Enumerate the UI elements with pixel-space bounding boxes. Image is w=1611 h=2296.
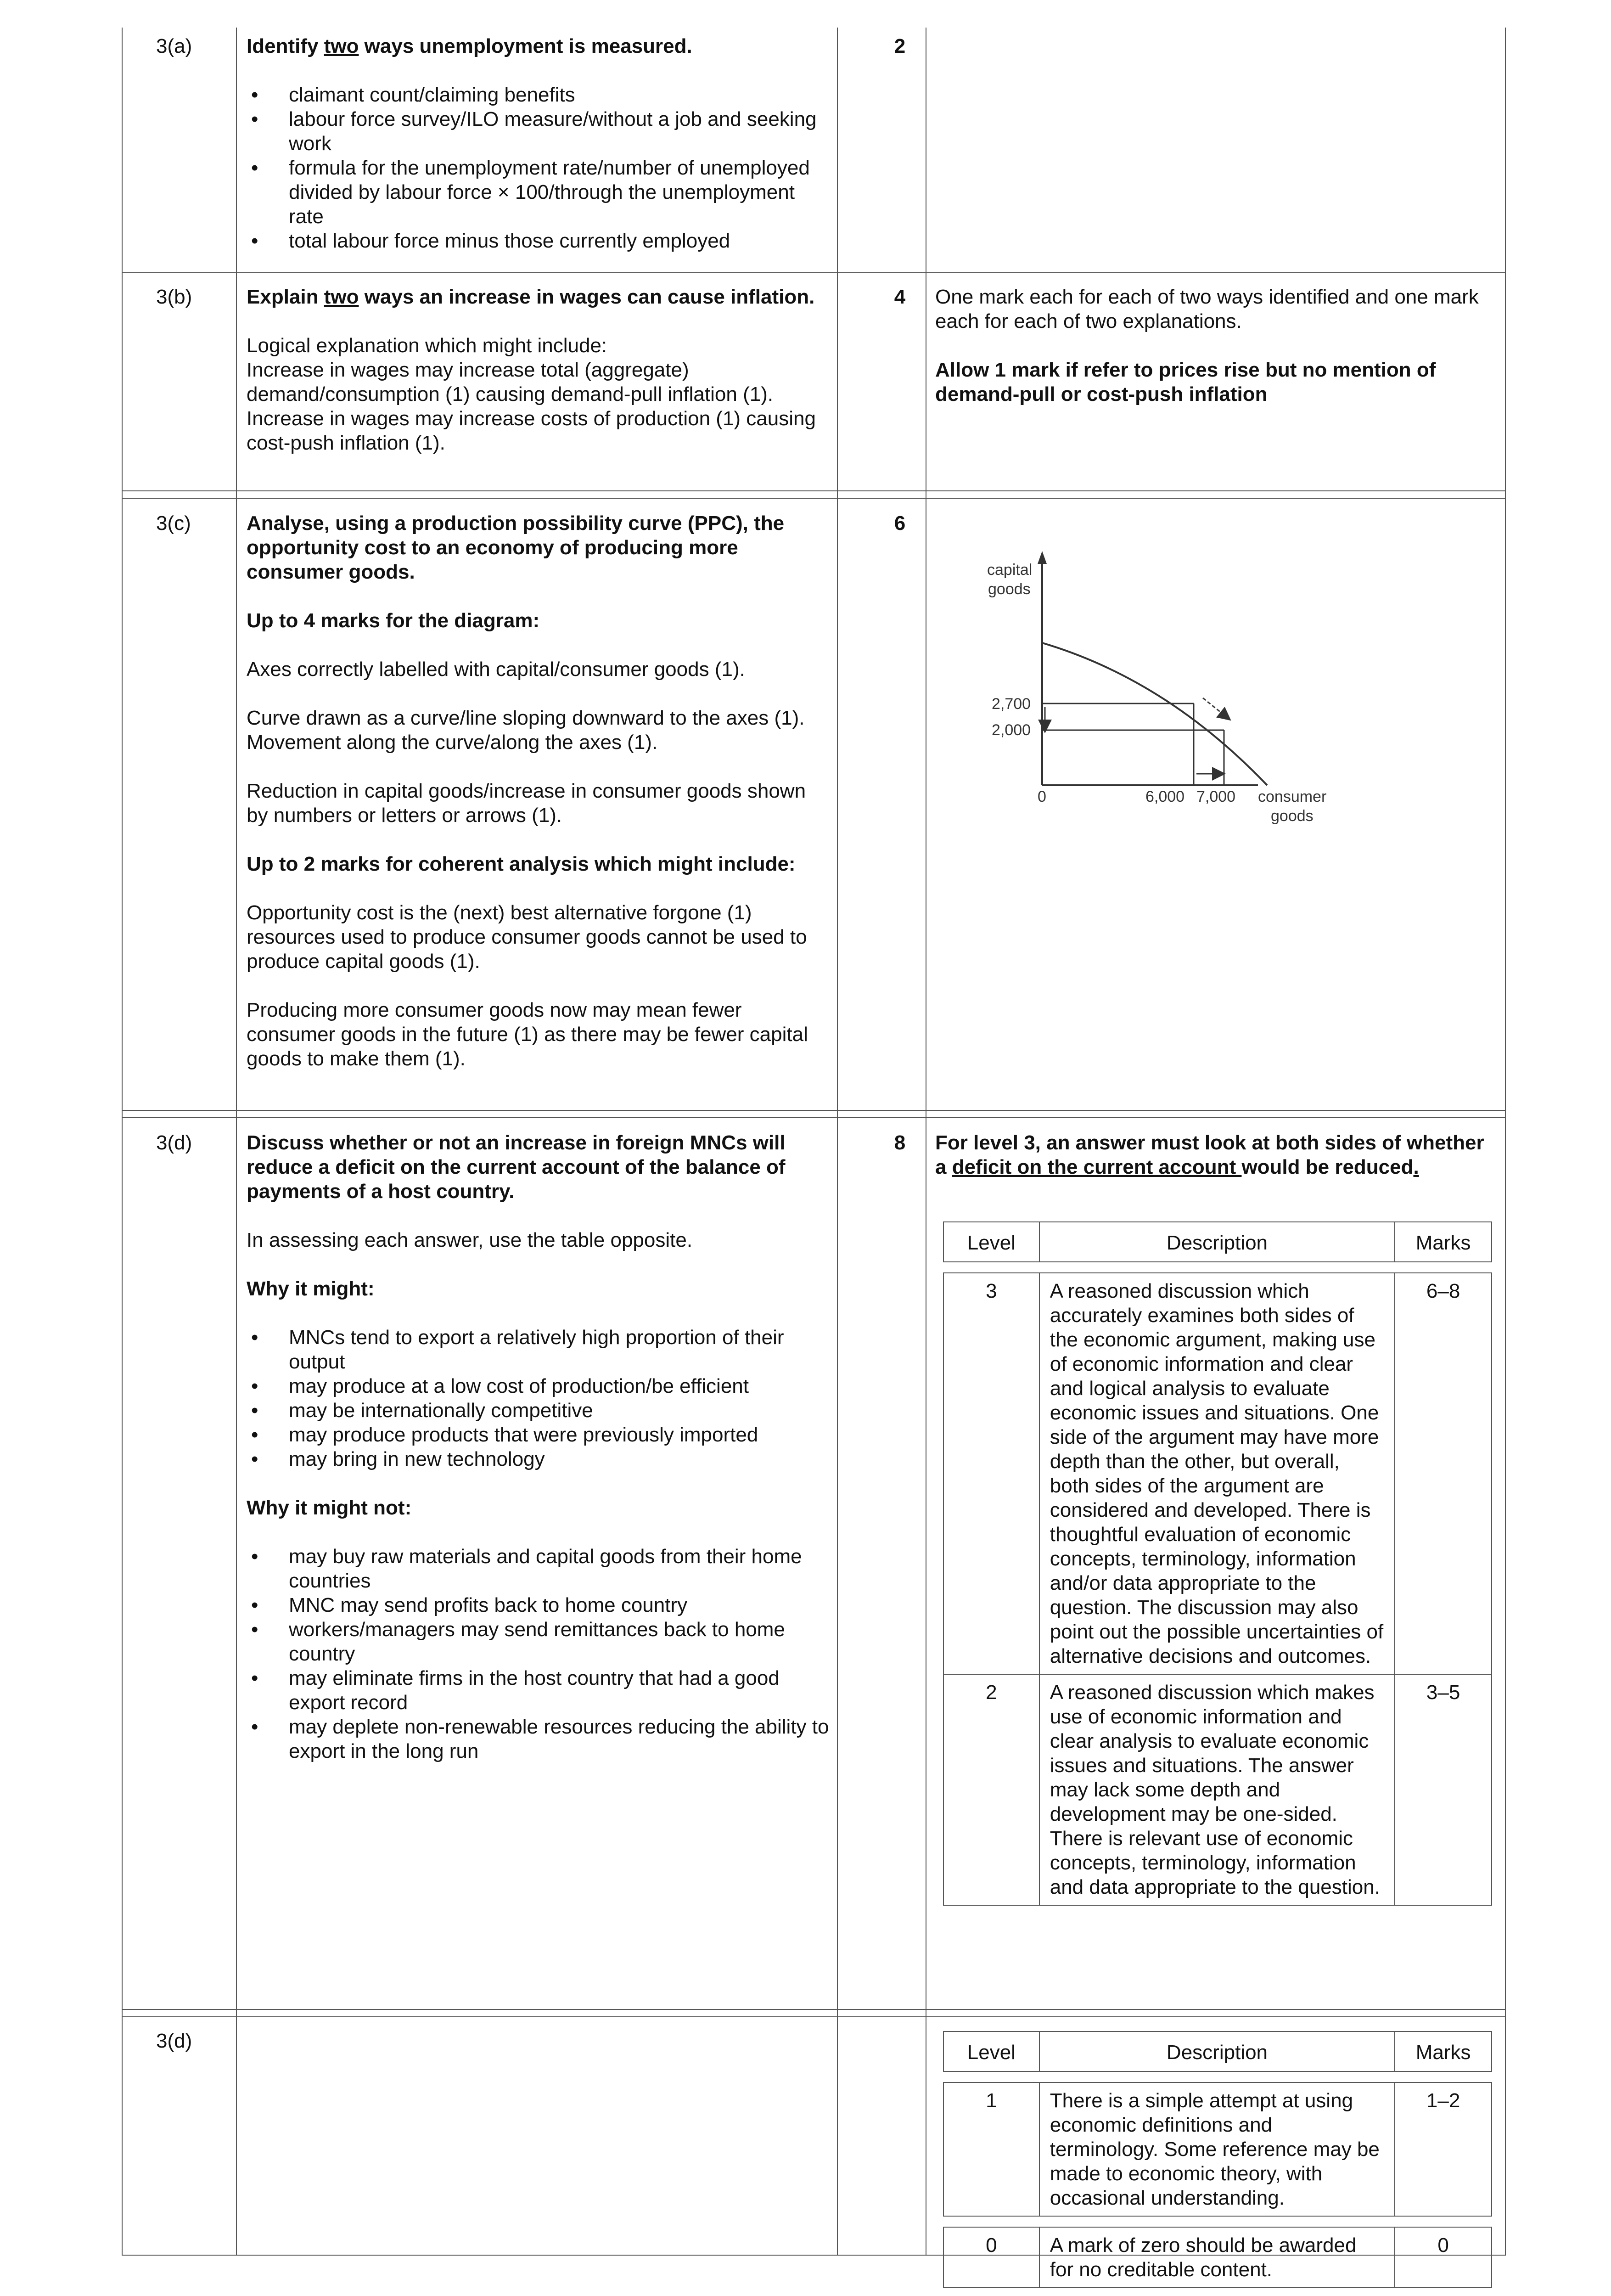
grid-line [122, 490, 1506, 491]
list-item: • may be internationally competitive [247, 1398, 830, 1423]
answer-text: Reduction in capital goods/increase in consumer goods shown by numbers or letters or arrows (1). [247, 780, 806, 827]
column-header: Level [943, 2032, 1039, 2071]
column-header: Marks [1395, 1222, 1492, 1262]
question-text: Explain two ways an increase in wages can cause inflation. [247, 286, 815, 308]
marks-value: 8 [894, 1131, 906, 1154]
y-tick-label: 2,000 [992, 721, 1031, 739]
x-tick-label: 6,000 [1145, 788, 1185, 805]
question-number: 3(d) [156, 2030, 192, 2052]
guidance-cell [935, 1131, 1498, 1179]
marks-cell: 3–5 [1395, 1674, 1492, 1905]
grid-line [122, 1110, 1506, 1111]
grid-line [1505, 28, 1506, 2256]
answer-text: Axes correctly labelled with capital/consumer goods (1). [247, 658, 745, 681]
section-heading: Up to 2 marks for coherent analysis which might include: [247, 853, 796, 875]
level-cell: 2 [943, 1674, 1039, 1905]
table-row [943, 1674, 1492, 1905]
ppc-curve [1042, 643, 1267, 785]
y-axis-label: capital [987, 561, 1033, 579]
answer-intro: Logical explanation which might include: [247, 334, 607, 357]
marks-cell: 1–2 [1395, 2082, 1492, 2216]
x-tick-label: 7,000 [1196, 788, 1236, 805]
guidance-text: Allow 1 mark if refer to prices rise but no mention of demand-pull or cost-push inflation [935, 359, 1436, 405]
section-heading: Why it might not: [247, 1497, 412, 1519]
marks-value: 6 [894, 512, 906, 535]
list-item: • MNCs tend to export a relatively high proportion of their output [247, 1325, 830, 1374]
grid-line [122, 1117, 1506, 1118]
marks-cell: 6–8 [1395, 1273, 1492, 1674]
row-separator [943, 1262, 1492, 1273]
grid-line [837, 28, 838, 2256]
table-row [943, 2227, 1492, 2288]
movement-arrow [1203, 698, 1226, 716]
guidance-text: One mark each for each of two ways identified and one mark each for each of two explanations. [935, 286, 1479, 332]
grid-line [122, 28, 123, 2256]
answer-text: Curve drawn as a curve/line sloping downward to the axes (1). [247, 707, 805, 729]
question-number: 3(c) [156, 512, 191, 535]
answer-intro: In assessing each answer, use the table opposite. [247, 1229, 693, 1251]
guidance-text: For level 3, an answer must look at both sides of whether a deficit on the current account would be reduced. [935, 1131, 1484, 1178]
y-tick-label: 2,700 [992, 695, 1031, 713]
y-axis-label: goods [988, 580, 1031, 598]
grid-line [122, 272, 1506, 273]
origin-label: 0 [1038, 788, 1046, 805]
level-descriptor-table [943, 2031, 1492, 2288]
table-header-row [943, 2032, 1492, 2071]
level-cell: 3 [943, 1273, 1039, 1674]
question-cell [247, 34, 830, 253]
column-header: Description [1039, 1222, 1395, 1262]
question-cell [247, 1131, 830, 1763]
question-text: Identify two ways unemployment is measured. [247, 35, 692, 57]
question-cell [247, 511, 830, 1071]
list-item: • total labour force minus those currently employed [247, 229, 830, 253]
description-cell: A mark of zero should be awarded for no creditable content. [1039, 2227, 1395, 2288]
description-cell: There is a simple attempt at using economic definitions and terminology. Some reference may be made to economic theory, with occasional understanding. [1039, 2082, 1395, 2216]
description-cell: A reasoned discussion which makes use of economic information and clear analysis to evaluate economic issues and situations. The answer may lack some depth and development may be one-sided. There is relevant use of economic concepts, terminology, information and data appropriate to the question. [1039, 1674, 1395, 1905]
table-header-row [943, 1222, 1492, 1262]
answer-list [247, 1544, 830, 1763]
column-header: Description [1039, 2032, 1395, 2071]
list-item: • may bring in new technology [247, 1447, 830, 1471]
row-separator [943, 2216, 1492, 2227]
y-axis-arrow-icon [1038, 551, 1047, 564]
answer-text: Movement along the curve/along the axes (1). [247, 731, 658, 754]
grid-line [122, 2009, 1506, 2010]
x-axis-label: goods [1271, 807, 1313, 825]
list-item: • may buy raw materials and capital goods from their home countries [247, 1544, 830, 1593]
answer-text: Producing more consumer goods now may mean fewer consumer goods in the future (1) as there may be fewer capital goods to make them (1). [247, 999, 808, 1070]
x-axis-label: consumer [1258, 788, 1327, 805]
question-number: 3(d) [156, 1131, 192, 1154]
list-item: • labour force survey/ILO measure/without a job and seeking work [247, 107, 830, 156]
list-item: • may produce at a low cost of production/be efficient [247, 1374, 830, 1398]
table-row [943, 2082, 1492, 2216]
ppc-diagram [964, 542, 1368, 836]
list-item: • MNC may send profits back to home country [247, 1593, 830, 1617]
answer-list [247, 83, 830, 253]
section-heading: Up to 4 marks for the diagram: [247, 609, 540, 632]
marks-cell: 0 [1395, 2227, 1492, 2288]
level-cell: 0 [943, 2227, 1039, 2288]
list-item: • may deplete non-renewable resources reducing the ability to export in the long run [247, 1715, 830, 1763]
column-header: Marks [1395, 2032, 1492, 2071]
answer-text: Increase in wages may increase costs of production (1) causing cost-push inflation (1). [247, 407, 816, 454]
level-cell: 1 [943, 2082, 1039, 2216]
answer-text: Opportunity cost is the (next) best alternative forgone (1) resources used to produce consumer goods cannot be used to produce capital goods (1). [247, 901, 807, 973]
grid-line [236, 28, 237, 2256]
grid-line [122, 498, 1506, 499]
question-number: 3(b) [156, 286, 192, 308]
question-text: Discuss whether or not an increase in foreign MNCs will reduce a deficit on the current account of the balance of payments of a host country. [247, 1131, 786, 1203]
grid-line [122, 2016, 1506, 2017]
guidance-cell [935, 285, 1498, 406]
answer-list [247, 1325, 830, 1471]
list-item: • may eliminate firms in the host country that had a good export record [247, 1666, 830, 1715]
table-row [943, 1273, 1492, 1674]
list-item: • may produce products that were previously imported [247, 1423, 830, 1447]
question-cell [247, 285, 830, 455]
question-number: 3(a) [156, 35, 192, 57]
question-text: Analyse, using a production possibility curve (PPC), the opportunity cost to an economy of producing more consumer goods. [247, 512, 785, 583]
answer-text: Increase in wages may increase total (aggregate) demand/consumption (1) causing demand-pull inflation (1). [247, 359, 774, 405]
section-heading: Why it might: [247, 1277, 375, 1300]
marks-value: 2 [894, 35, 906, 57]
column-header: Level [943, 1222, 1039, 1262]
level-descriptor-table [943, 1221, 1492, 1906]
marks-value: 4 [894, 286, 906, 308]
list-item: • workers/managers may send remittances back to home country [247, 1617, 830, 1666]
description-cell: A reasoned discussion which accurately examines both sides of the economic argument, making use of economic information and clear and logical analysis to evaluate economic issues and situations. One side of the argument may have more depth than the other, but overall, both sides of the argument are considered and developed. There is thoughtful evaluation of economic concepts, terminology, information and/or data appropriate to the question. The discussion may also point out the possible uncertainties of alternative decisions and outcomes. [1039, 1273, 1395, 1674]
row-separator [943, 2071, 1492, 2082]
list-item: • claimant count/claiming benefits [247, 83, 830, 107]
list-item: • formula for the unemployment rate/number of unemployed divided by labour force × 100/through the unemployment rate [247, 156, 830, 229]
